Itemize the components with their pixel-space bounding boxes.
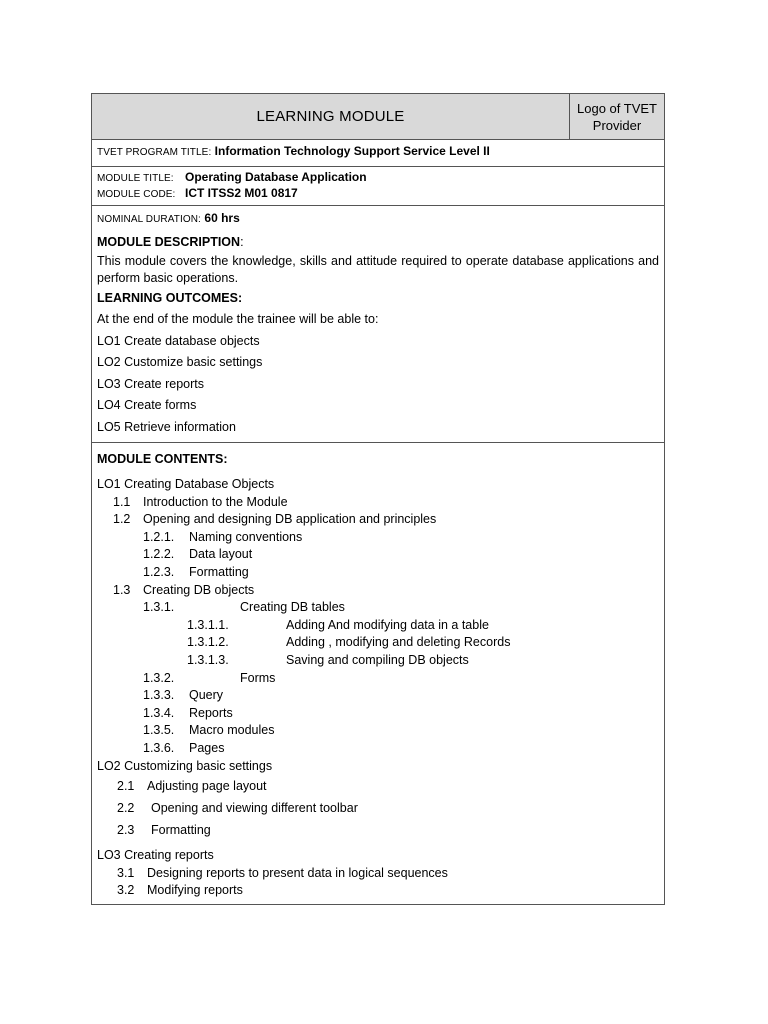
contents-lo3: LO3 Creating reports — [97, 848, 214, 863]
learning-outcomes-intro: At the end of the module the trainee will be able to: — [97, 312, 379, 326]
contents-item-1-3-1-3: 1.3.1.3. Saving and compiling DB objects — [187, 652, 469, 667]
contents-item-1-3: 1.3 Creating DB objects — [113, 582, 255, 597]
logo-line-2: Provider — [592, 117, 642, 133]
contents-item-3-2: 3.2 Modifying reports — [117, 883, 243, 898]
duration-value: 60 hrs — [204, 211, 240, 225]
contents-item-1-1: 1.1 Introduction to the Module — [113, 494, 288, 509]
logo-placeholder — [570, 94, 665, 140]
learning-outcome-item: LO2 Customize basic settings — [97, 355, 263, 369]
module-description-heading: MODULE DESCRIPTION: — [97, 235, 244, 249]
contents-item-1-3-1-1: 1.3.1.1. Adding And modifying data in a table — [187, 617, 489, 632]
logo-line-1: Logo of TVET — [577, 100, 657, 116]
contents-item-1-2: 1.2 Opening and designing DB application and principles — [113, 512, 437, 527]
contents-item-1-3-2: 1.3.2. Forms — [143, 670, 276, 685]
learning-outcomes-heading: LEARNING OUTCOMES: — [97, 291, 243, 305]
contents-item-1-3-6: 1.3.6. Pages — [143, 740, 225, 755]
contents-item-1-3-3: 1.3.3. Query — [143, 688, 224, 703]
contents-item-1-3-1-2: 1.3.1.2. Adding , modifying and deleting Records — [187, 635, 511, 650]
contents-item-3-1: 3.1 Designing reports to present data in logical sequences — [117, 865, 448, 880]
program-title-value: Information Technology Support Service Level II — [214, 144, 490, 158]
module-contents-section — [92, 443, 665, 905]
contents-item-1-3-5: 1.3.5. Macro modules — [143, 723, 275, 738]
module-code-value: ICT ITSS2 M01 0817 — [185, 186, 298, 200]
module-contents-heading: MODULE CONTENTS: — [97, 452, 228, 466]
module-title-value: Operating Database Application — [185, 170, 367, 184]
module-table — [91, 93, 665, 905]
learning-outcome-item: LO5 Retrieve information — [97, 419, 236, 434]
contents-lo2: LO2 Customizing basic settings — [97, 758, 273, 773]
contents-item-1-2-1: 1.2.1. Naming conventions — [143, 529, 303, 544]
contents-item-1-2-3: 1.2.3. Formatting — [143, 564, 249, 579]
learning-outcome-item: LO1 Create database objects — [97, 333, 260, 348]
module-description-text: This module covers the knowledge, skills and attitude required to operate database applications and perform basic operations. — [97, 254, 659, 285]
module-title-label: MODULE TITLE: — [97, 173, 174, 184]
contents-item-1-2-2: 1.2.2. Data layout — [143, 547, 253, 562]
module-code-label: MODULE CODE: — [97, 189, 176, 200]
learning-module-document — [91, 93, 664, 905]
contents-item-2-3: 2.3 Formatting — [117, 823, 211, 838]
program-title-row — [92, 140, 665, 167]
contents-item-1-3-4: 1.3.4. Reports — [143, 705, 233, 720]
program-title-label: TVET PROGRAM TITLE: — [97, 147, 212, 158]
duration-label: NOMINAL DURATION: — [97, 214, 201, 225]
contents-item-2-2: 2.2 Opening and viewing different toolbar — [117, 801, 358, 816]
contents-item-2-1: 2.1 Adjusting page layout — [117, 779, 267, 794]
module-info-row — [92, 167, 665, 206]
contents-item-1-3-1: 1.3.1. Creating DB tables — [143, 600, 345, 615]
module-title-header: LEARNING MODULE — [92, 94, 570, 140]
contents-lo1: LO1 Creating Database Objects — [97, 477, 275, 491]
description-outcomes-section — [92, 206, 665, 443]
learning-outcome-item: LO3 Create reports — [97, 376, 204, 391]
learning-outcome-item: LO4 Create forms — [97, 398, 197, 412]
